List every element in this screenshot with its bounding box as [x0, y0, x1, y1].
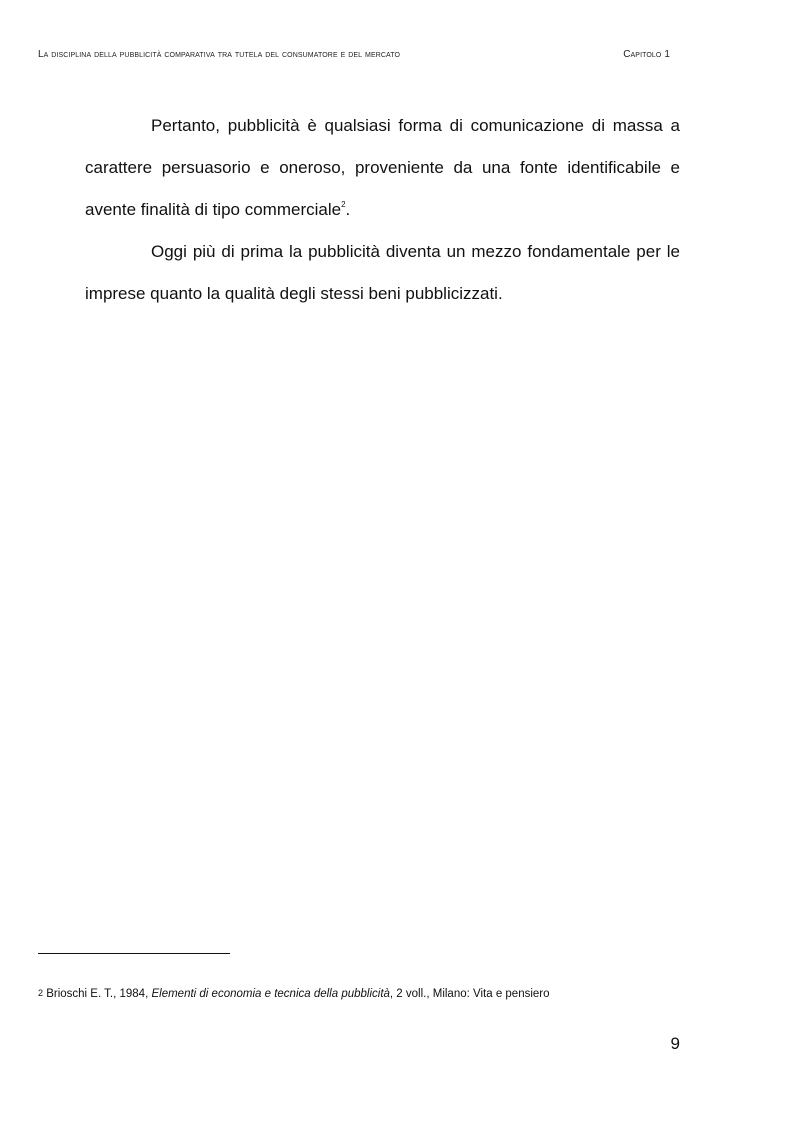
page-number: 9 [670, 1034, 680, 1053]
footnote-book-title: Elementi di economia e tecnica della pubblicità [151, 988, 390, 1000]
body-text [85, 105, 680, 315]
footnote-separator [38, 953, 230, 954]
paragraph-1 [85, 105, 680, 231]
paragraph-1-text: Pertanto, pubblicità è qualsiasi forma di comunicazione di massa a carattere persuasorio e oneroso, proveniente da una fonte identificabile e avente finalità di tipo commerciale [85, 116, 680, 219]
footnote-number: 2 [38, 988, 44, 998]
footnote-2 [38, 985, 688, 1002]
paragraph-1-end: . [345, 200, 351, 219]
header-title: La disciplina della pubblicità comparativa tra tutela del consumatore e del mercato [38, 49, 401, 60]
header-chapter: Capitolo 1 [623, 49, 670, 60]
footnote-author-year: Brioschi E. T., 1984, [43, 988, 152, 1000]
paragraph-2-text: Oggi più di prima la pubblicità diventa un mezzo fondamentale per le imprese quanto la qualità degli stessi beni pubblicizzati. [85, 242, 680, 303]
running-header [38, 49, 670, 65]
footnote-ref-2[interactable]: 2 [341, 200, 346, 209]
footnote-publication: , 2 voll., Milano: Vita e pensiero [389, 988, 550, 1000]
paragraph-2 [85, 231, 680, 315]
